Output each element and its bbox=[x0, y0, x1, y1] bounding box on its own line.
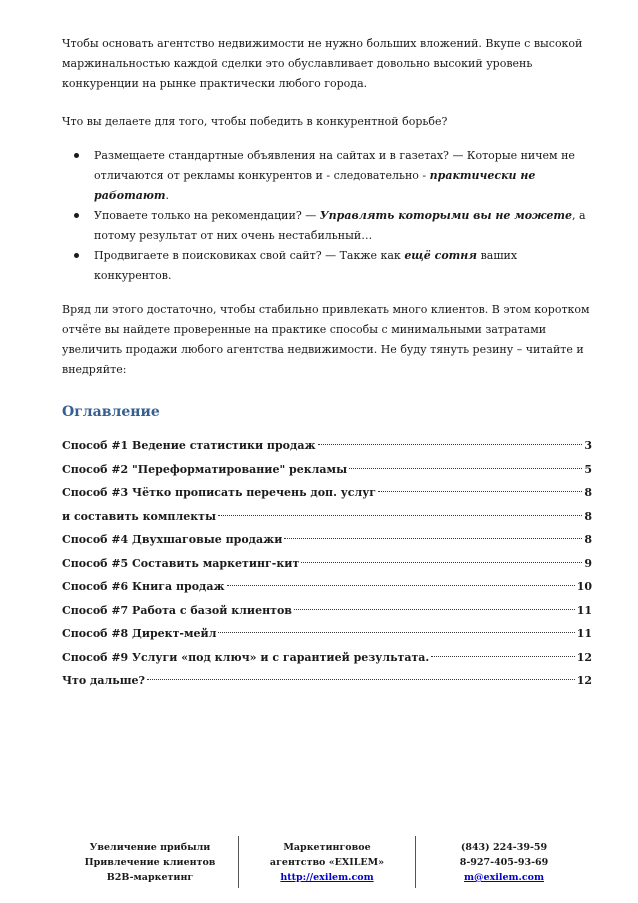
closing-paragraph: Вряд ли этого достаточно, чтобы стабильно привлекать много клиентов. В этом коротком отчёте вы найдете проверенные на практике способы с минимальными затратами увеличить продажи любого агентства недвижимости. Не буду тянуть резину – читайте и внедряйте: bbox=[62, 303, 590, 376]
footer-agency: Маркетинговое агентство «EXILEM» http://exilem.com bbox=[238, 836, 416, 888]
table-of-contents bbox=[62, 434, 592, 693]
toc-title: Оглавление bbox=[62, 404, 160, 420]
bullet-icon bbox=[74, 253, 79, 258]
toc-entry[interactable]: и составить комплекты 8 bbox=[62, 509, 592, 523]
toc-entry[interactable]: Способ #9 Услуги «под ключ» и с гарантией результата. 12 bbox=[62, 650, 592, 664]
toc-entry[interactable]: Способ #4 Двухшаговые продажи 8 bbox=[62, 533, 592, 546]
website-link[interactable]: http://exilem.com bbox=[280, 872, 374, 883]
phone-number: (843) 224-39-59 bbox=[460, 842, 548, 853]
email-link[interactable]: m@exilem.com bbox=[463, 872, 545, 883]
toc-entry[interactable]: Способ #7 Работа с базой клиентов 11 bbox=[62, 603, 592, 617]
list-item: Продвигаете в поисковиках свой сайт? — Также как ещё сотня ваших конкурентов. bbox=[62, 246, 592, 286]
toc-entry[interactable]: Способ #5 Составить маркетинг-кит 9 bbox=[62, 556, 592, 570]
document-page bbox=[62, 34, 592, 693]
toc-entry[interactable]: Способ #8 Директ-мейл 11 bbox=[62, 627, 592, 640]
list-item: Размещаете стандартные объявления на сайтах и в газетах? — Которые ничем не отличаются от рекламы конкурентов и - следовательно - практически не работают. bbox=[62, 146, 592, 206]
bullet-icon bbox=[74, 153, 79, 158]
toc-entry[interactable]: Способ #3 Чётко прописать перечень доп. услуг 8 bbox=[62, 486, 592, 499]
toc-entry[interactable]: Способ #2 "Переформатирование" рекламы 5 bbox=[62, 462, 592, 476]
bullet-list bbox=[62, 146, 592, 286]
toc-entry[interactable]: Способ #1 Ведение статистики продаж 3 bbox=[62, 439, 592, 452]
phone-number: 8-927-405-93-69 bbox=[459, 857, 549, 868]
question-paragraph: Что вы делаете для того, чтобы победить в конкурентной борьбе? bbox=[62, 115, 448, 128]
footer-contacts bbox=[416, 836, 592, 888]
footer-services: Увеличение прибыли Привлечение клиентов B2B-маркетинг bbox=[84, 842, 216, 883]
list-item: Уповаете только на рекомендации? — Управлять которыми вы не можете, а потому результат от них очень нестабильный… bbox=[62, 206, 592, 246]
toc-entry[interactable]: Способ #6 Книга продаж 10 bbox=[62, 580, 592, 593]
intro-paragraph: Чтобы основать агентство недвижимости не нужно больших вложений. Вкупе с высокой маржинальностью каждой сделки это обуславливает довольно высокий уровень конкуренции на рынке практически любого города. bbox=[62, 37, 583, 90]
page-footer bbox=[62, 836, 592, 888]
toc-entry[interactable]: Что дальше? 12 bbox=[62, 674, 592, 687]
bullet-icon bbox=[74, 213, 79, 218]
